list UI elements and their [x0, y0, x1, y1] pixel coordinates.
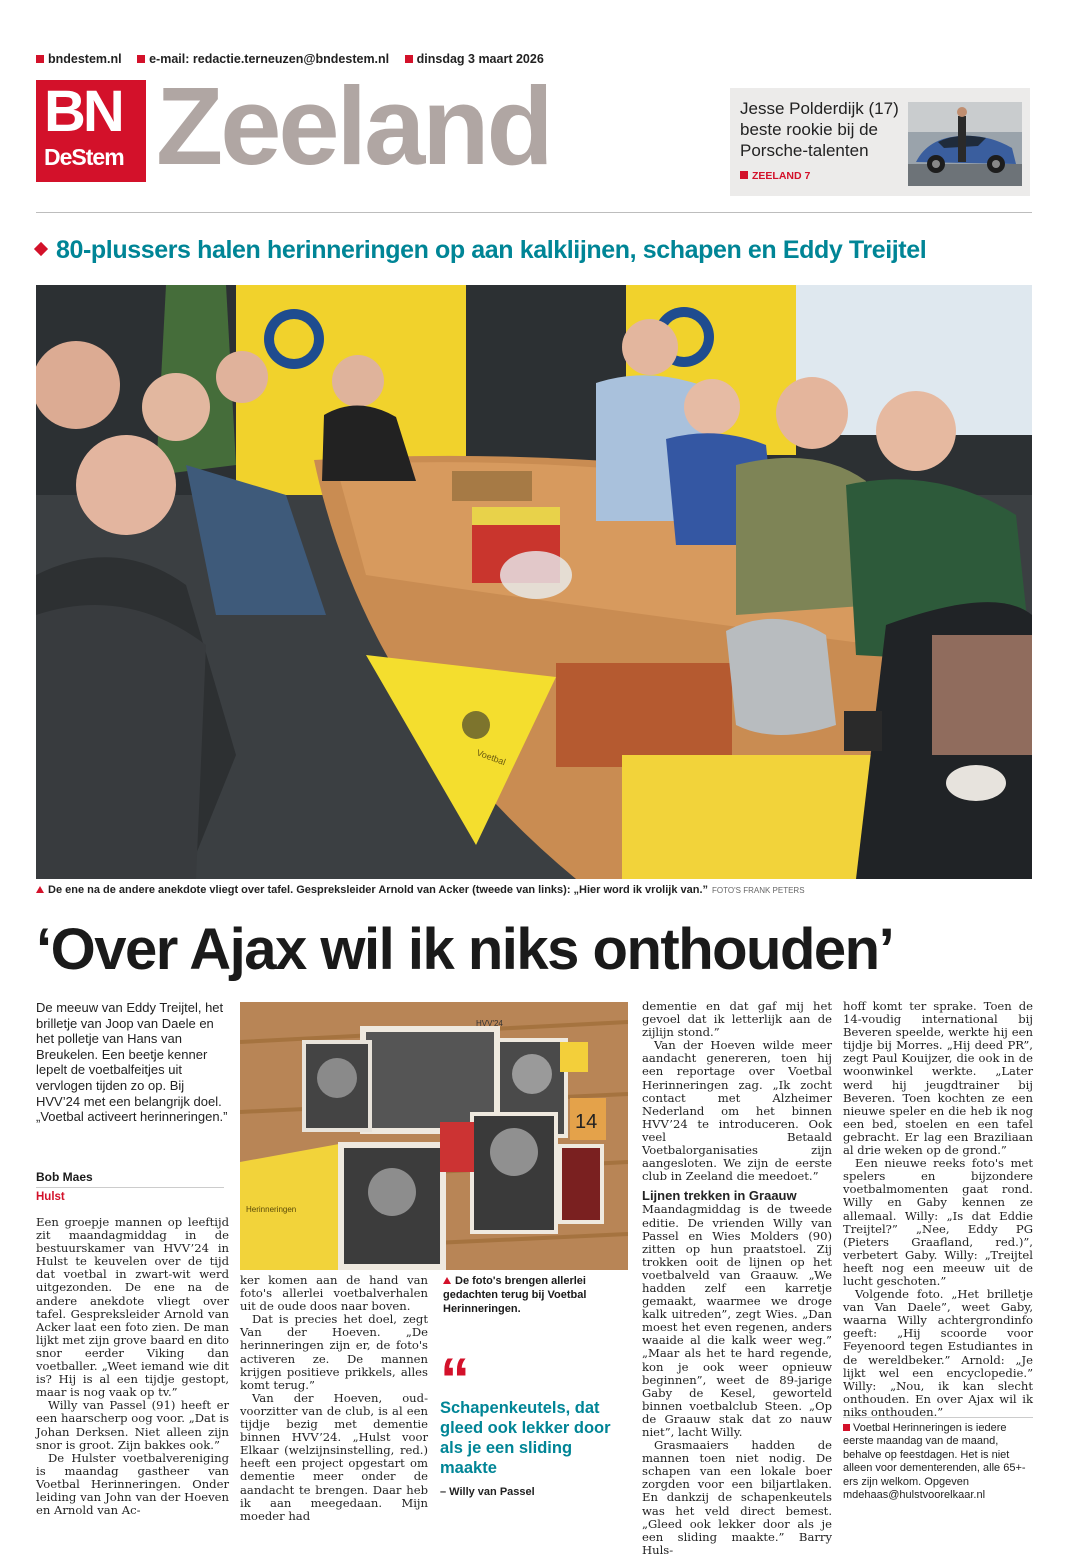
main-photo-meeting [36, 285, 1032, 879]
body-column-3 [642, 1000, 832, 1557]
quote-mark-icon: “ [440, 1346, 470, 1413]
club-label: HVV'24 [476, 1019, 503, 1028]
pennant-label: Herinneringen [246, 1205, 297, 1214]
info-text: Voetbal Herinneringen is iedere eerste maandag van de maand, behalve op feestdagen. Het is niet alleen voor dementerenden, alle 65+-ers zijn welkom. Opgeven mdehaas@hulstvoorelkaar.nl [843, 1422, 1026, 1502]
paragraph: Willy van Passel (91) heeft er een haarscherp oog voor. „Dat is Johan Derksen. Niet alleen zijn snor is groot. Zijn bakkes ook.” [36, 1398, 229, 1452]
quote-text: Schapenkeutels, dat gleed ook lekker door als je een sliding maakte [440, 1399, 611, 1477]
paragraph: Grasmaaiers hadden de mannen toen niet nodig. De schapen van een lokale boer zorgden voor een biljartlaken. En dankzij de schapenkeutels was het veld direct bemest. „Gleed ook lekker door als je een sliding maakte.” Barry Huls- [642, 1438, 832, 1557]
bn-destem-logo [36, 80, 146, 182]
teaser-ref [740, 170, 810, 182]
bullet-icon [137, 55, 145, 63]
bullet-icon [843, 1424, 850, 1431]
pull-quote [440, 1346, 630, 1498]
paragraph: dementie en dat gaf mij het gevoel dat ik letterlijk aan de zijlijn stond.” [642, 999, 832, 1040]
paragraph: Van der Hoeven, oud-voorzitter van de club, is al een tijdje bezig met dementie binnen HVV’24. „Hulst voor Elkaar (welzijnsinstelling, red.) heeft een project opgestart om dementie meer onder de aandacht te brengen. Daar heb ik aan meegedaan. Mijn moeder had [240, 1390, 428, 1523]
info-box [843, 1417, 1033, 1502]
subheading: Lijnen trekken in Graauw [642, 1188, 797, 1204]
caption-triangle-icon [36, 886, 44, 893]
body-column-1 [36, 1216, 229, 1517]
card-number: 14 [575, 1111, 598, 1133]
paragraph: ker komen aan de hand van foto's allerlei voetbalverhalen uit de oude doos naar boven. [240, 1273, 428, 1314]
bullet-icon [36, 55, 44, 63]
logo-top-text: BN [44, 79, 122, 144]
photo2-caption [443, 1274, 633, 1316]
article-intro: De meeuw van Eddy Treijtel, het brilletje van Joop van Daele en het polletje van Hans van Breukelen. Een beetje kenner lepelt de voetbalfeitjes uit vervlogen tijden zo op. Bij HVV’24 met een belangrijk doel. „Voetbal activeert herinneringen.” [36, 1000, 228, 1125]
quote-author: – Willy van Passel [440, 1486, 535, 1498]
body-column-4 [843, 1000, 1033, 1419]
main-photo-caption [36, 884, 805, 896]
header-divider [36, 212, 1032, 213]
kicker-text: 80-plussers halen herinneringen op aan kalklijnen, schapen en Eddy Treijtel [56, 236, 927, 264]
email-link[interactable]: e-mail: redactie.terneuzen@bndestem.nl [149, 52, 390, 66]
paragraph: Een nieuwe reeks foto's met spelers en bijzondere voetbalmomenten gaat rond. Willy en Gaby kennen ze allemaal. Willy: „Is dat Eddie Treijtel?” „Nee, Eddy PG (Pieters Graafland, red.)”, verbetert Gaby. Willy: „Treijtel heeft nog een meeuw uit de lucht geschoten.” [843, 1156, 1033, 1288]
arrow-icon [740, 171, 748, 179]
caption-text: De foto's brengen allerlei gedachten terug bij Voetbal Herinneringen. [443, 1275, 587, 1315]
photo-credit: FOTO'S FRANK PETERS [712, 886, 805, 895]
caption-text: De ene na de andere anekdote vliegt over tafel. Gespreksleider Arnold van Acker (tweede van links): „Hier word ik vrolijk van.” [48, 884, 709, 896]
section-title: Zeeland [156, 65, 551, 188]
byline [36, 1170, 224, 1203]
teaser-ref-label: ZEELAND 7 [752, 170, 811, 182]
pennant-text: Voetbal [475, 747, 507, 768]
author-name: Bob Maes [36, 1170, 93, 1184]
paragraph: Dat is precies het doel, zegt Van der Hoeven. „De herinneringen zijn er, de foto's activeren ze. De mannen krijgen positieve prikkels, alles komt terug.” [240, 1312, 428, 1392]
paragraph: Maandagmiddag is de tweede editie. De vrienden Willy van Passel en Wies Molders (90) zitten op hun praatstoel. Zij trokken ooit de lijnen op het voetbalveld van Graauw. „We hadden zelf een karretje gemaakt, waarmee we droge kalk uitreden”, zegt Wies. „Dan moest het even regenen, anders waaide al die kalk weer weg.” „Maar als het te hard regende, kon je ook weer opnieuw beginnen”, weet de 89-jarige Gaby de Kesel, geworteld binnen voetbalclub Steen. „Op de Graauw stak dat zo nauw niet”, lacht Willy. [642, 1202, 832, 1439]
paragraph: Van der Hoeven wilde meer aandacht genereren, toen hij een reportage over Voetbal Herinneringen zag. „Ik zocht contact met Alzheimer Nederland om het binnen HVV’24 te introduceren. Ook veel Betaald Voetbalorganisaties zijn aangesloten. We zijn de eerste club in Zeeland die meedoet.” [642, 1038, 832, 1184]
caption-triangle-icon [443, 1277, 451, 1284]
logo-bottom-text: DeStem [44, 144, 124, 170]
article-kicker [36, 236, 926, 265]
dateline-place: Hulst [36, 1187, 224, 1203]
teaser-box[interactable] [730, 88, 1030, 196]
arrow-icon [34, 242, 48, 256]
teaser-photo-porsche [908, 102, 1022, 186]
teaser-title[interactable]: Jesse Polderdijk (17) beste rookie bij de Porsche-talenten [740, 99, 899, 160]
article-headline: ‘Over Ajax wil ik niks onthouden’ [36, 917, 894, 982]
paragraph: De Hulster voetbalvereniging is maandag gastheer van Voetbal Herinneringen. Onder leiding van John van der Hoeven en Arnold van Ac- [36, 1450, 229, 1518]
paragraph: Volgende foto. „Het brilletje van Van Daele”, weet Gaby, waarna Willy achtergrondinfo geeft: „Hij scoorde voor Feyenoord tegen Estudiantes in de wereldbeker.” Arnold: „Je lijkt wel een encyclopedie.” Willy: „Nou, ik kan slecht onthouden. En over Ajax wil ik niks onthouden.” [843, 1287, 1033, 1419]
body-column-2 [240, 1274, 428, 1523]
paragraph: hoff komt ter sprake. Toen de 14-voudig international bij Beveren speelde, werkte hij een tijdje bij Morres. „Hij deed PR”, zegt Paul Kouijzer, die ook in de woonwinkel werkte. „Later werd hij jeugdtrainer bij Beveren. Toen kochten ze een nieuwe speler en die heb ik nog een bed, stoelen en een tafel gebracht. Er lag een Braziliaan al drie weken op de grond.” [843, 999, 1033, 1158]
issue-date: dinsdag 3 maart 2026 [416, 52, 544, 66]
paragraph: Een groepje mannen op leeftijd zit maandagmiddag in de bestuurskamer van HVV’24 in Hulst te keuvelen over de tijd dat voetbal in zwart-wit werd uitgezonden. De ene na de andere anekdote vliegt over tafel. Gespreksleider Arnold van Acker laat een foto zien. De man lijkt met zijn grove baard en dito snor eerder Viking dan voetballer. „Weet iemand wie dit is? Hij is al een tijdje gestopt, maar is nog vaak op tv.” [36, 1215, 229, 1400]
site-link[interactable]: bndestem.nl [48, 52, 122, 66]
photo-football-cards [240, 1002, 628, 1270]
